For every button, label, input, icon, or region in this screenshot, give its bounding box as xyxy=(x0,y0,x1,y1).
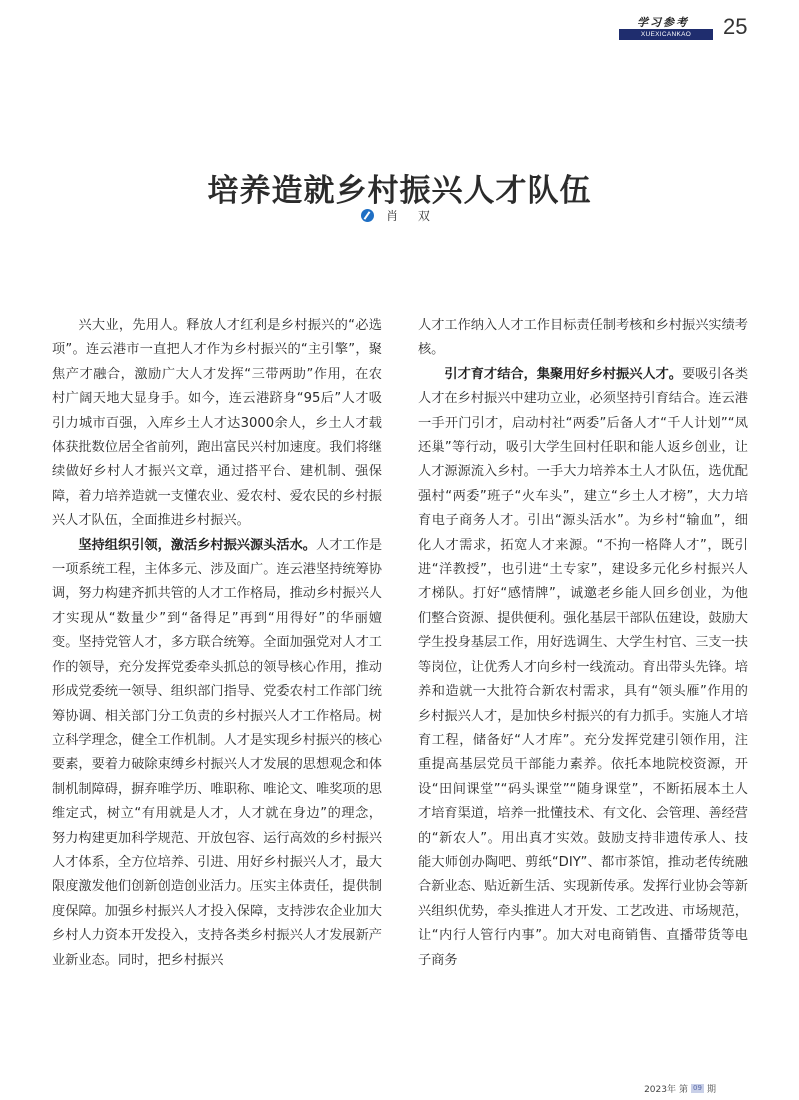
section-lead-organization: 坚持组织引领，激活乡村振兴源头活水。 xyxy=(78,537,317,553)
article-title: 培养造就乡村振兴人才队伍 xyxy=(207,172,592,209)
paragraph-continued: 人才工作纳入人才工作目标责任制考核和乡村振兴实绩考核。 xyxy=(418,318,748,358)
journal-title: 学习参考 xyxy=(637,16,689,29)
section-lead-talent: 引才育才结合，集聚用好乡村振兴人才。 xyxy=(444,366,683,382)
paragraph-intro: 兴大业，先用人。释放人才红利是乡村振兴的“必选项”。连云港市一直把人才作为乡村振兴的“主引擎”，聚焦产才融合，激励广大人才发挥“三带两助”作用，在农村广阔天地大显身手。如今，连云港跻身“95后”人才吸引力城市百强，入库乡土人才达3000余人，乡土人才载体获批数位居全省前列，跑出富民兴村加速度。我们将继续做好乡村人才振兴文章，通过搭平台、建机制、强保障，着力培养造就一支懂农业、爱农村、爱农民的乡村振兴人才队伍，全面推进乡村振兴。 xyxy=(52,318,382,529)
issue-number: 09 xyxy=(691,1084,704,1093)
section-body-organization: 人才工作是一项系统工程，主体多元、涉及面广。连云港坚持统筹协调，努力构建齐抓共管的人才工作格局，推动乡村振兴人才实现从“数量少”到“备得足”再到“用得好”的华丽嬗变。坚持党管人才，多方联合统筹。全面加强党对人才工作的领导，充分发挥党委牵头抓总的领导核心作用，推动形成党委统一领导、组织部门指导、党委农村工作部门统筹协调、相关部门分工负责的乡村振兴人才工作格局。树立科学理念，健全工作机制。人才是实现乡村振兴的核心要素，要着力破除束缚乡村振兴人才发展的思想观念和体制机制障碍，摒弃唯学历、唯职称、唯论文、唯奖项的思维定式，树立“有用就是人才，人才就在身边”的理念，努力构建更加科学规范、开放包容、运行高效的乡村振兴人才体系，全方位培养、引进、用好乡村振兴人才，最大限度激发他们创新创造创业活力。压实主体责任，提供制度保障。加强乡村振兴人才投入保障，支持涉农企业加大乡村人力资本开发投入，支持各类乡村振兴人才发展新产业新业态。同时，把乡村振兴 xyxy=(52,537,383,968)
issue-prefix: 第 xyxy=(678,1085,688,1095)
page-number: 25 xyxy=(723,14,748,39)
journal-pinyin-bar: XUEXICANKAO xyxy=(619,29,713,40)
journal-header xyxy=(619,12,769,44)
right-column xyxy=(418,314,748,973)
paragraph-organization xyxy=(52,534,382,973)
paragraph-talent xyxy=(418,363,748,973)
pen-icon xyxy=(361,209,374,222)
issue-footer xyxy=(644,1082,716,1095)
issue-year: 2023年 xyxy=(644,1085,676,1095)
left-column xyxy=(52,314,382,973)
author-name: 肖 双 xyxy=(386,209,438,223)
issue-suffix: 期 xyxy=(706,1085,716,1095)
section-body-talent: 要吸引各类人才在乡村振兴中建功立业，必须坚持引育结合。连云港一手开门引才，启动村社“两委”后备人才“千人计划”“凤还巢”等行动，吸引大学生回村任职和能人返乡创业，让人才源源流入乡村。一手大力培养本土人才队伍，选优配强村“两委”班子“火车头”，建立“乡土人才榜”，大力培育电子商务人才。引出“源头活水”。为乡村“输血”，细化人才需求，拓宽人才来源。“不拘一格降人才”，既引进“洋教授”，也引进“土专家”，建设多元化乡村振兴人才梯队。打好“感情牌”，诚邀老乡能人回乡创业，为他们整合资源、提供便利。强化基层干部队伍建设，鼓励大学生投身基层工作，用好选调生、大学生村官、三支一扶等岗位，让优秀人才向乡村一线流动。育出带头先锋。培养和造就一大批符合新农村需求，具有“领头雁”作用的乡村振兴人才，是加快乡村振兴的有力抓手。实施人才培育工程，储备好“人才库”。充分发挥党建引领作用，注重提高基层党员干部能力素养。依托本地院校资源，开设“田间课堂”“码头课堂”“随身课堂”，不断拓展本土人才培育渠道，培养一批懂技术、有文化、会管理、善经营的“新农人”。用出真才实效。鼓励支持非遗传承人、技能大师创办陶吧、剪纸“DIY”、都市茶馆，推动老传统融合新业态、贴近新生活、实现新传承。发挥行业协会等新兴组织优势，牵头推进人才开发、工艺改进、市场规范，让“内行人管行内事”。加大对电商销售、直播带货等电子商务 xyxy=(418,366,749,968)
author-byline xyxy=(0,207,799,224)
